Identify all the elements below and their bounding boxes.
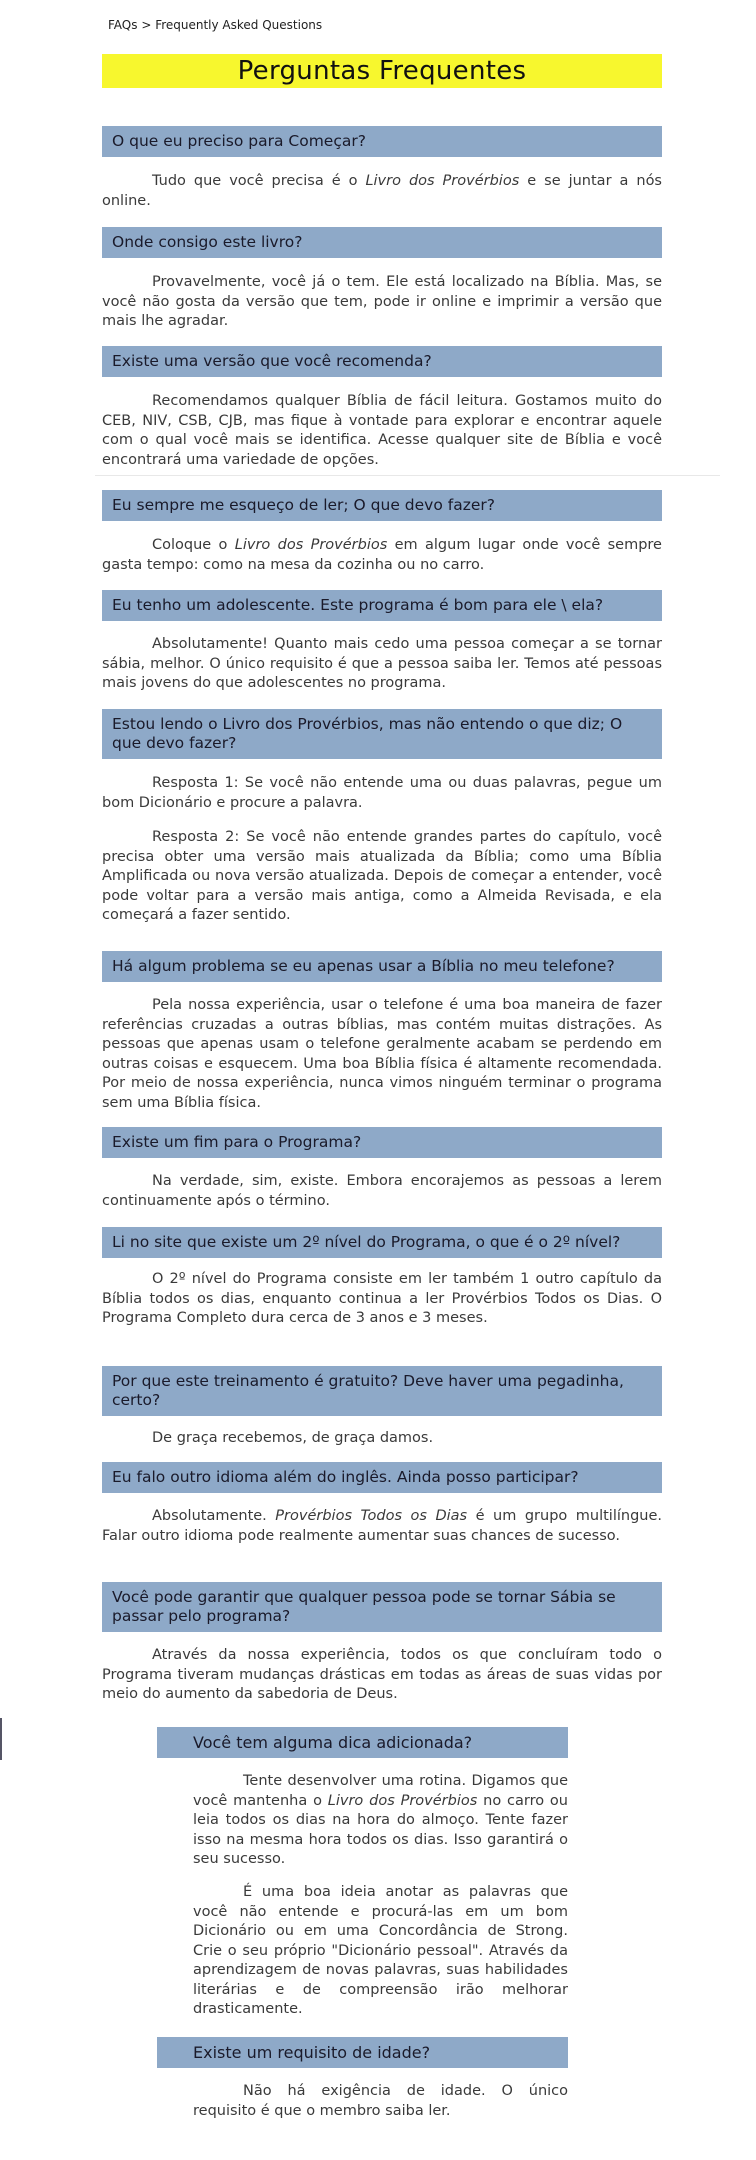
page-title-bar: [102, 54, 662, 88]
breadcrumb-separator: >: [137, 18, 156, 32]
faq-answer-3: Recomendamos qualquer Bíblia de fácil leitura. Gostamos muito do CEB, NIV, CSB, CJB, mas fique à vontade para explorar e encontrar aquele com o qual você mais se identifica. Acesse qualquer site de Bíblia e você encontrará uma variedade de opções.: [102, 393, 662, 468]
faq-question-6: Estou lendo o Livro dos Provérbios, mas não entendo o que diz; O que devo fazer?: [102, 709, 662, 759]
faq-answer-10: De graça recebemos, de graça damos.: [152, 1430, 434, 1446]
faq-answer-4: Coloque o Livro dos Provérbios em algum lugar onde você sempre gasta tempo: como na mesa da cozinha ou no carro.: [102, 537, 662, 573]
breadcrumb-faqs-link[interactable]: FAQs: [108, 18, 138, 32]
faq-answer-6b: Resposta 2: Se você não entende grandes partes do capítulo, você precisa obter uma versão mais atualizada da Bíblia; como uma Bíblia Amplificada ou nova versão atualizada. Depois de começar a entender, você pode voltar para a versão mais antiga, como a Almeida Revisada, e ela começará a fazer sentido.: [102, 829, 662, 923]
faq-question-5: Eu tenho um adolescente. Este programa é bom para ele \ ela?: [102, 590, 662, 621]
faq-answer-13a: Tente desenvolver uma rotina. Digamos que você mantenha o Livro dos Provérbios no carro ou leia todos os dias na hora do almoço. Tente fazer isso na mesma hora todos os dias. Isso garantirá o seu sucesso.: [193, 1773, 568, 1867]
faq-question-11: Eu falo outro idioma além do inglês. Ainda posso participar?: [102, 1462, 662, 1493]
faq-answer-11: Absolutamente. Provérbios Todos os Dias é um grupo multilíngue. Falar outro idioma pode realmente aumentar suas chances de sucesso.: [102, 1508, 663, 1544]
faq-answer-9: O 2º nível do Programa consiste em ler também 1 outro capítulo da Bíblia todos os dias, enquanto continua a ler Provérbios Todos os Dias. O Programa Completo dura cerca de 3 anos e 3 meses.: [102, 1271, 662, 1326]
divider: [95, 475, 720, 476]
faq-answer-12: Através da nossa experiência, todos os que concluíram todo o Programa tiveram mudanças drásticas em todas as áreas de suas vidas por meio do aumento da sabedoria de Deus.: [102, 1647, 662, 1702]
breadcrumb: [108, 18, 322, 32]
faq-question-13: Você tem alguma dica adicionada?: [157, 1727, 568, 1758]
breadcrumb-current: Frequently Asked Questions: [155, 18, 323, 32]
faq-answer-2: Provavelmente, você já o tem. Ele está localizado na Bíblia. Mas, se você não gosta da versão que tem, pode ir online e imprimir a versão que mais lhe agradar.: [102, 274, 662, 329]
faq-question-12: Você pode garantir que qualquer pessoa pode se tornar Sábia se passar pelo programa?: [102, 1582, 662, 1632]
faq-question-1: O que eu preciso para Começar?: [102, 126, 662, 157]
faq-answer-1: Tudo que você precisa é o Livro dos Provérbios e se juntar a nós online.: [102, 173, 662, 209]
page-title: Perguntas Frequentes: [237, 56, 527, 86]
faq-question-4: Eu sempre me esqueço de ler; O que devo fazer?: [102, 490, 662, 521]
faq-question-7: Há algum problema se eu apenas usar a Bíblia no meu telefone?: [102, 951, 662, 982]
faq-answer-7: Pela nossa experiência, usar o telefone é uma boa maneira de fazer referências cruzadas a outras bíblias, mas contém muitas distrações. As pessoas que apenas usam o telefone geralmente acabam se perdendo em outras coisas e esquecem. Uma boa Bíblia física é altamente recomendada. Por meio de nossa experiência, nunca vimos ninguém terminar o programa sem uma Bíblia física.: [102, 997, 662, 1111]
faq-question-3: Existe uma versão que você recomenda?: [102, 346, 662, 377]
faq-answer-8: Na verdade, sim, existe. Embora encorajemos as pessoas a lerem continuamente após o término.: [102, 1173, 662, 1209]
faq-answer-5: Absolutamente! Quanto mais cedo uma pessoa começar a se tornar sábia, melhor. O único requisito é que a pessoa saiba ler. Temos até pessoas mais jovens do que adolescentes no programa.: [102, 636, 662, 691]
faq-answer-13b: É uma boa ideia anotar as palavras que você não entende e procurá-las em um bom Dicionário ou em uma Concordância de Strong. Crie o seu próprio "Dicionário pessoal". Através da aprendizagem de novas palavras, suas habilidades literárias e de compreensão irão melhorar drasticamente.: [193, 1884, 568, 2017]
faq-answer-6a: Resposta 1: Se você não entende uma ou duas palavras, pegue um bom Dicionário e procure a palavra.: [102, 775, 662, 811]
edge-marker: [0, 1718, 2, 1760]
faq-question-14: Existe um requisito de idade?: [157, 2037, 568, 2068]
faq-question-8: Existe um fim para o Programa?: [102, 1127, 662, 1158]
faq-question-9: Li no site que existe um 2º nível do Programa, o que é o 2º nível?: [102, 1227, 662, 1258]
faq-question-2: Onde consigo este livro?: [102, 227, 662, 258]
faq-question-10: Por que este treinamento é gratuito? Deve haver uma pegadinha, certo?: [102, 1366, 662, 1416]
faq-answer-14: Não há exigência de idade. O único requisito é que o membro saiba ler.: [193, 2083, 568, 2119]
